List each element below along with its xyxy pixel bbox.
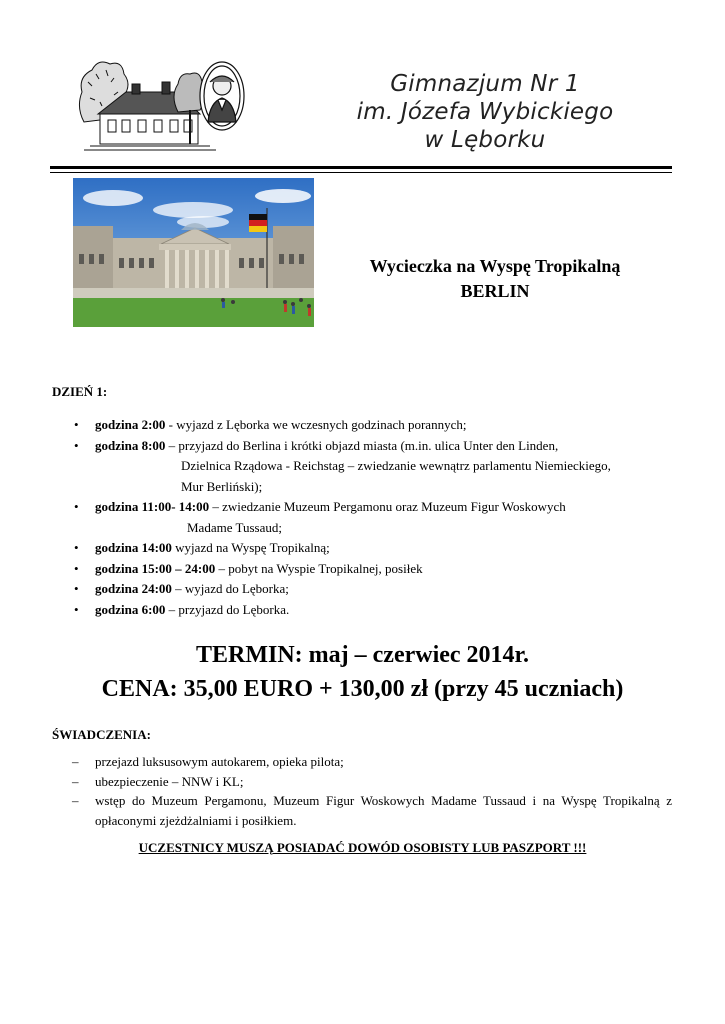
school-name-line3: w Lęborku	[424, 127, 546, 153]
schedule-text: - wyjazd z Lęborka we wczesnych godzinach porannych;	[165, 417, 467, 432]
benefit-text: wstęp do Muzeum Pergamonu, Muzeum Figur Woskowych Madame Tussaud i na Wyspę Tropikalną z opłaconymi zjeżdżalniami i posiłkiem.	[95, 793, 672, 828]
benefit-item	[52, 791, 672, 830]
header-divider-thin	[50, 172, 672, 173]
benefits-list	[52, 752, 672, 830]
benefit-text: przejazd luksusowym autokarem, opieka pilota;	[95, 754, 344, 769]
day1-schedule-list	[52, 415, 672, 620]
benefit-item	[52, 752, 672, 772]
schedule-time: godzina 11:00- 14:00	[95, 499, 210, 514]
bullet-icon: •	[74, 560, 79, 576]
bullet-icon: •	[74, 581, 79, 596]
school-logo-image	[70, 52, 248, 154]
trip-title-line1: Wycieczka na Wyspę Tropikalną	[369, 256, 621, 276]
schedule-text-continuation: Madame Tussaud;	[187, 519, 282, 535]
schedule-text: wyjazd na Wyspę Tropikalną;	[171, 540, 330, 555]
dash-bullet-icon: –	[72, 754, 79, 769]
schedule-time: godzina 24:00	[95, 581, 172, 596]
schedule-item	[52, 559, 672, 580]
schedule-text: – wyjazd do Lęborka;	[171, 581, 289, 596]
school-name	[330, 70, 640, 154]
schedule-time: godzina 8:00	[95, 437, 166, 453]
schedule-item	[52, 497, 672, 538]
bullet-icon: •	[74, 437, 79, 453]
benefits-heading: ŚWIADCZENIA:	[52, 727, 151, 742]
schedule-time: godzina 2:00	[95, 417, 166, 432]
day1-heading: DZIEŃ 1:	[52, 384, 108, 399]
schedule-text-continuation: Dzielnica Rządowa - Reichstag – zwiedzanie wewnątrz parlamentu Niemieckiego,	[181, 458, 611, 473]
term-and-price	[0, 638, 725, 706]
dash-bullet-icon: –	[72, 773, 79, 789]
school-name-line1: Gimnazjum Nr 1	[390, 71, 580, 97]
schedule-text: – zwiedzanie Muzeum Pergamonu oraz Muzeum Figur Woskowych	[209, 499, 566, 514]
benefit-item	[52, 772, 672, 792]
reichstag-photo	[73, 178, 314, 327]
schedule-item	[52, 600, 672, 621]
schedule-item	[52, 415, 672, 436]
schedule-text: – przyjazd do Berlina i krótki objazd miasta (m.in. ulica Unter den Linden,	[165, 437, 559, 453]
schedule-text-continuation: Mur Berliński);	[181, 478, 263, 494]
trip-title	[330, 254, 660, 304]
school-name-line2: im. Józefa Wybickiego	[356, 99, 614, 125]
schedule-item	[52, 538, 672, 559]
schedule-item	[52, 579, 672, 600]
header-divider-thick	[50, 166, 672, 169]
dash-bullet-icon: –	[72, 793, 79, 808]
bullet-icon: •	[74, 540, 79, 555]
bullet-icon: •	[74, 417, 79, 432]
schedule-time: godzina 15:00 – 24:00	[95, 560, 216, 576]
id-requirement-notice: UCZESTNICY MUSZĄ POSIADAĆ DOWÓD OSOBISTY LUB PASZPORT !!!	[138, 840, 587, 855]
schedule-item	[52, 436, 672, 498]
bullet-icon: •	[74, 601, 79, 617]
term-line: TERMIN: maj – czerwiec 2014r.	[195, 642, 529, 668]
schedule-text: – przyjazd do Lęborka.	[165, 601, 290, 617]
schedule-text: – pobyt na Wyspie Tropikalnej, posiłek	[215, 560, 423, 576]
price-line: CENA: 35,00 EURO + 130,00 zł (przy 45 uczniach)	[101, 676, 624, 702]
trip-title-line2: BERLIN	[460, 281, 530, 301]
schedule-time: godzina 14:00	[95, 540, 172, 555]
schedule-time: godzina 6:00	[95, 601, 166, 617]
bullet-icon: •	[74, 499, 79, 514]
benefit-text: ubezpieczenie – NNW i KL;	[95, 773, 244, 789]
